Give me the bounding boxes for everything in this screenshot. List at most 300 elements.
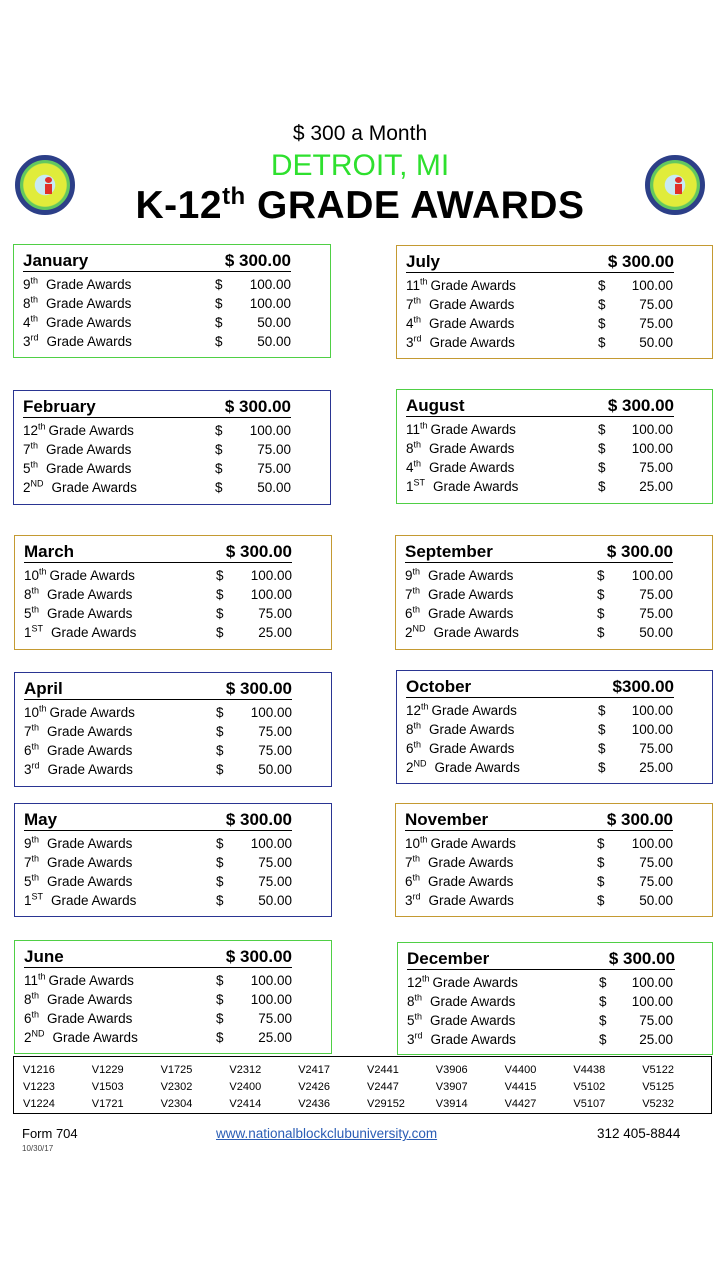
form-number: Form 704 bbox=[22, 1126, 78, 1141]
award-label bbox=[407, 992, 515, 1011]
award-amount: 25.00 bbox=[639, 760, 673, 775]
grade-suffix: ND bbox=[412, 623, 426, 634]
award-label bbox=[405, 604, 513, 623]
block-club-logo-icon bbox=[15, 155, 75, 215]
award-label bbox=[406, 739, 514, 758]
award-row bbox=[406, 420, 703, 439]
code-cell: V1503 bbox=[91, 1081, 124, 1093]
grade-number: 10 bbox=[24, 568, 40, 583]
subtitle: $ 300 a Month bbox=[292, 122, 428, 145]
grade-suffix: ST bbox=[31, 891, 44, 902]
code-cell: V3907 bbox=[435, 1081, 468, 1093]
award-row bbox=[24, 1009, 322, 1028]
award-label bbox=[24, 703, 135, 722]
month-total: $ 300.00 bbox=[607, 252, 674, 271]
grade-suffix: rd bbox=[414, 1030, 423, 1041]
award-text: Grade Awards bbox=[432, 975, 518, 990]
code-cell: V2426 bbox=[298, 1081, 330, 1093]
dollar-sign: $ bbox=[598, 460, 606, 475]
award-row bbox=[406, 333, 703, 352]
month-header bbox=[406, 677, 674, 698]
grade-suffix: th bbox=[412, 853, 421, 864]
award-row bbox=[23, 421, 321, 440]
code-cell: V2436 bbox=[298, 1098, 330, 1110]
award-row bbox=[406, 276, 703, 295]
grade-suffix: th bbox=[31, 585, 40, 596]
code-cell: V1725 bbox=[160, 1064, 193, 1076]
grade-number: 2 bbox=[406, 760, 414, 775]
award-text: Grade Awards bbox=[428, 587, 514, 602]
award-text: Grade Awards bbox=[430, 278, 516, 293]
grade-suffix: th bbox=[413, 439, 422, 450]
month-card-june bbox=[14, 940, 332, 1054]
grade-suffix: rd bbox=[30, 332, 39, 343]
award-row bbox=[406, 720, 703, 739]
award-text: Grade Awards bbox=[430, 422, 516, 437]
code-cell: V2304 bbox=[160, 1098, 193, 1110]
award-label bbox=[23, 459, 131, 478]
award-amount: 25.00 bbox=[639, 479, 673, 494]
award-label bbox=[24, 722, 132, 741]
award-row bbox=[406, 314, 703, 333]
grade-number: 2 bbox=[24, 1030, 32, 1045]
code-cell: V4438 bbox=[573, 1064, 606, 1076]
award-text: Grade Awards bbox=[431, 703, 517, 718]
grade-number: 3 bbox=[406, 335, 414, 350]
month-card-july bbox=[396, 245, 713, 359]
award-text: Grade Awards bbox=[429, 460, 515, 475]
award-row bbox=[24, 872, 322, 891]
dollar-sign: $ bbox=[215, 480, 223, 495]
award-text: Grade Awards bbox=[429, 297, 515, 312]
award-label bbox=[24, 566, 135, 585]
month-card-april bbox=[14, 672, 332, 787]
award-row bbox=[23, 313, 321, 332]
award-label bbox=[407, 973, 518, 992]
award-amount: 100.00 bbox=[631, 994, 673, 1009]
month-header bbox=[23, 251, 291, 272]
month-header bbox=[24, 542, 292, 563]
award-label bbox=[406, 439, 514, 458]
code-cell: V1216 bbox=[23, 1064, 55, 1076]
award-text: Grade Awards bbox=[433, 625, 519, 640]
grade-number: 1 bbox=[24, 625, 32, 640]
award-text: Grade Awards bbox=[46, 334, 132, 349]
award-row bbox=[405, 853, 703, 872]
award-amount: 75.00 bbox=[639, 855, 673, 870]
award-label bbox=[406, 333, 515, 352]
award-label bbox=[23, 332, 132, 351]
grade-suffix: th bbox=[38, 971, 46, 982]
award-amount: 75.00 bbox=[257, 442, 291, 457]
dollar-sign: $ bbox=[215, 334, 223, 349]
grade-suffix: th bbox=[39, 566, 47, 577]
dollar-sign: $ bbox=[598, 722, 606, 737]
grade-number: 3 bbox=[23, 334, 31, 349]
month-name: August bbox=[406, 396, 465, 415]
award-label bbox=[407, 1030, 516, 1049]
award-label bbox=[24, 623, 136, 642]
award-text: Grade Awards bbox=[48, 423, 134, 438]
award-amount: 75.00 bbox=[258, 855, 292, 870]
code-cell: V3914 bbox=[435, 1098, 468, 1110]
dollar-sign: $ bbox=[215, 315, 223, 330]
month-name: July bbox=[406, 252, 441, 271]
grade-suffix: th bbox=[30, 459, 39, 470]
award-amount: 100.00 bbox=[249, 423, 291, 438]
award-text: Grade Awards bbox=[429, 741, 515, 756]
code-cell: V5122 bbox=[642, 1064, 674, 1076]
dollar-sign: $ bbox=[216, 836, 224, 851]
grade-number: 7 bbox=[406, 297, 414, 312]
grade-suffix: th bbox=[30, 313, 39, 324]
award-text: Grade Awards bbox=[430, 1032, 516, 1047]
grade-number: 11 bbox=[406, 278, 421, 293]
award-label bbox=[405, 872, 513, 891]
grade-number: 4 bbox=[23, 315, 31, 330]
award-label bbox=[24, 585, 132, 604]
award-amount: 75.00 bbox=[639, 1013, 673, 1028]
grade-number: 12 bbox=[407, 975, 423, 990]
phone-number: 312 405-8844 bbox=[597, 1126, 681, 1141]
award-row bbox=[24, 741, 322, 760]
award-label bbox=[23, 478, 137, 497]
dollar-sign: $ bbox=[215, 296, 223, 311]
award-label bbox=[405, 834, 516, 853]
grade-number: 5 bbox=[407, 1013, 415, 1028]
award-text: Grade Awards bbox=[428, 874, 514, 889]
award-label bbox=[406, 758, 520, 777]
grade-suffix: rd bbox=[413, 333, 422, 344]
dollar-sign: $ bbox=[216, 606, 224, 621]
award-row bbox=[24, 566, 322, 585]
award-text: Grade Awards bbox=[47, 855, 133, 870]
grade-suffix: th bbox=[413, 314, 422, 325]
grade-number: 12 bbox=[406, 703, 422, 718]
grade-number: 7 bbox=[405, 855, 413, 870]
month-total: $ 300.00 bbox=[606, 542, 673, 561]
award-text: Grade Awards bbox=[47, 836, 133, 851]
award-amount: 100.00 bbox=[631, 422, 673, 437]
month-card-may bbox=[14, 803, 332, 917]
award-label bbox=[23, 440, 131, 459]
grade-suffix: th bbox=[31, 604, 40, 615]
grade-number: 4 bbox=[406, 460, 414, 475]
form-date: 10/30/17 bbox=[22, 1144, 54, 1153]
award-label bbox=[405, 566, 513, 585]
award-text: Grade Awards bbox=[46, 315, 132, 330]
award-amount: 100.00 bbox=[250, 992, 292, 1007]
month-name: May bbox=[24, 810, 58, 829]
month-card-february bbox=[13, 390, 331, 505]
dollar-sign: $ bbox=[598, 316, 606, 331]
award-label bbox=[405, 623, 519, 642]
page-title: K-12th GRADE AWARDS bbox=[135, 183, 585, 227]
award-label bbox=[405, 853, 513, 872]
award-text: Grade Awards bbox=[47, 587, 133, 602]
award-row bbox=[405, 585, 703, 604]
grade-suffix: th bbox=[31, 741, 40, 752]
grade-suffix: th bbox=[412, 585, 421, 596]
award-label bbox=[406, 701, 517, 720]
award-amount: 50.00 bbox=[639, 625, 673, 640]
award-amount: 100.00 bbox=[250, 973, 292, 988]
month-header bbox=[405, 810, 673, 831]
award-text: Grade Awards bbox=[428, 568, 514, 583]
grade-suffix: th bbox=[38, 421, 46, 432]
grade-number: 9 bbox=[23, 277, 31, 292]
award-label bbox=[24, 891, 136, 910]
grade-number: 8 bbox=[24, 587, 32, 602]
grade-suffix: th bbox=[413, 458, 422, 469]
dollar-sign: $ bbox=[216, 724, 224, 739]
award-label bbox=[24, 990, 132, 1009]
dollar-sign: $ bbox=[215, 461, 223, 476]
award-amount: 75.00 bbox=[639, 741, 673, 756]
award-text: Grade Awards bbox=[430, 1013, 516, 1028]
grade-number: 8 bbox=[406, 441, 414, 456]
grade-suffix: th bbox=[422, 973, 430, 984]
code-cell: V2441 bbox=[367, 1064, 399, 1076]
grade-suffix: ND bbox=[413, 758, 427, 769]
grade-suffix: th bbox=[420, 834, 428, 845]
award-text: Grade Awards bbox=[430, 836, 516, 851]
dollar-sign: $ bbox=[598, 297, 606, 312]
month-total: $ 300.00 bbox=[225, 810, 292, 829]
grade-number: 10 bbox=[24, 705, 40, 720]
award-row bbox=[405, 604, 703, 623]
grade-suffix: th bbox=[414, 1011, 423, 1022]
dollar-sign: $ bbox=[215, 277, 223, 292]
grade-suffix: th bbox=[30, 275, 39, 286]
dollar-sign: $ bbox=[598, 335, 606, 350]
dollar-sign: $ bbox=[597, 606, 605, 621]
code-cell: V2302 bbox=[160, 1081, 193, 1093]
dollar-sign: $ bbox=[216, 973, 224, 988]
grade-suffix: ST bbox=[413, 477, 426, 488]
grade-number: 10 bbox=[405, 836, 421, 851]
award-label bbox=[24, 760, 133, 779]
grade-suffix: th bbox=[39, 703, 47, 714]
award-row bbox=[23, 459, 321, 478]
award-amount: 50.00 bbox=[257, 480, 291, 495]
code-cell: V5125 bbox=[642, 1081, 674, 1093]
award-text: Grade Awards bbox=[433, 479, 519, 494]
code-cell: V1224 bbox=[23, 1098, 55, 1110]
award-amount: 75.00 bbox=[258, 606, 292, 621]
code-cell: V1229 bbox=[91, 1064, 124, 1076]
award-label bbox=[405, 585, 513, 604]
award-amount: 100.00 bbox=[250, 836, 292, 851]
award-amount: 50.00 bbox=[639, 893, 673, 908]
award-text: Grade Awards bbox=[47, 606, 133, 621]
award-amount: 50.00 bbox=[257, 334, 291, 349]
grade-suffix: th bbox=[414, 992, 423, 1003]
dollar-sign: $ bbox=[216, 762, 224, 777]
award-label bbox=[23, 294, 131, 313]
award-amount: 50.00 bbox=[639, 335, 673, 350]
dollar-sign: $ bbox=[216, 855, 224, 870]
month-total: $ 300.00 bbox=[225, 542, 292, 561]
award-row bbox=[23, 478, 321, 497]
grade-number: 7 bbox=[23, 442, 31, 457]
award-text: Grade Awards bbox=[47, 762, 133, 777]
award-amount: 100.00 bbox=[250, 587, 292, 602]
grade-number: 9 bbox=[405, 568, 413, 583]
code-cell: V2312 bbox=[229, 1064, 262, 1076]
dollar-sign: $ bbox=[598, 441, 606, 456]
award-text: Grade Awards bbox=[428, 855, 514, 870]
award-amount: 75.00 bbox=[639, 460, 673, 475]
code-cell: V2447 bbox=[367, 1081, 399, 1093]
award-amount: 100.00 bbox=[249, 277, 291, 292]
code-cell: V4427 bbox=[504, 1098, 537, 1110]
month-header bbox=[24, 810, 292, 831]
month-name: November bbox=[405, 810, 489, 829]
award-label bbox=[23, 313, 131, 332]
award-text: Grade Awards bbox=[49, 568, 135, 583]
award-row bbox=[407, 1030, 703, 1049]
grade-suffix: th bbox=[421, 701, 429, 712]
grade-number: 6 bbox=[24, 1011, 32, 1026]
grade-number: 6 bbox=[24, 743, 32, 758]
award-row bbox=[405, 834, 703, 853]
award-label bbox=[23, 421, 134, 440]
award-amount: 100.00 bbox=[631, 278, 673, 293]
award-amount: 75.00 bbox=[258, 743, 292, 758]
award-amount: 75.00 bbox=[258, 1011, 292, 1026]
grade-suffix: th bbox=[31, 834, 40, 845]
grade-number: 3 bbox=[405, 893, 413, 908]
award-label bbox=[24, 1009, 132, 1028]
grade-number: 6 bbox=[405, 606, 413, 621]
award-label bbox=[24, 853, 132, 872]
grade-number: 7 bbox=[405, 587, 413, 602]
dollar-sign: $ bbox=[215, 442, 223, 457]
award-amount: 100.00 bbox=[250, 568, 292, 583]
award-amount: 100.00 bbox=[631, 568, 673, 583]
block-club-logo-icon bbox=[645, 155, 705, 215]
month-name: February bbox=[23, 397, 96, 416]
dollar-sign: $ bbox=[599, 1032, 607, 1047]
grade-suffix: th bbox=[31, 722, 40, 733]
dollar-sign: $ bbox=[216, 587, 224, 602]
grade-number: 8 bbox=[406, 722, 414, 737]
award-row bbox=[406, 739, 703, 758]
grade-number: 7 bbox=[24, 724, 32, 739]
month-total: $ 300.00 bbox=[607, 396, 674, 415]
award-amount: 75.00 bbox=[639, 297, 673, 312]
award-amount: 25.00 bbox=[258, 1030, 292, 1045]
grade-suffix: th bbox=[413, 720, 422, 731]
award-amount: 25.00 bbox=[258, 625, 292, 640]
month-card-august bbox=[396, 389, 713, 504]
code-cell: V29152 bbox=[367, 1098, 405, 1110]
grade-number: 2 bbox=[23, 480, 31, 495]
award-row bbox=[407, 1011, 703, 1030]
dollar-sign: $ bbox=[216, 893, 224, 908]
award-amount: 100.00 bbox=[631, 703, 673, 718]
award-amount: 75.00 bbox=[258, 724, 292, 739]
award-text: Grade Awards bbox=[429, 441, 515, 456]
award-row bbox=[24, 971, 322, 990]
award-label bbox=[406, 420, 516, 439]
award-label bbox=[24, 1028, 138, 1047]
award-label bbox=[407, 1011, 515, 1030]
code-cell: V5232 bbox=[642, 1098, 674, 1110]
grade-number: 5 bbox=[24, 606, 32, 621]
award-label bbox=[24, 872, 132, 891]
award-row bbox=[406, 439, 703, 458]
code-cell: V5102 bbox=[573, 1081, 606, 1093]
grade-number: 3 bbox=[24, 762, 32, 777]
award-label bbox=[23, 275, 131, 294]
website-link[interactable]: www.nationalblockclubuniversity.com bbox=[216, 1126, 438, 1141]
dollar-sign: $ bbox=[598, 422, 606, 437]
code-cell: V2414 bbox=[229, 1098, 262, 1110]
award-text: Grade Awards bbox=[49, 705, 135, 720]
award-amount: 75.00 bbox=[639, 874, 673, 889]
award-row bbox=[23, 275, 321, 294]
code-cell: V1223 bbox=[23, 1081, 55, 1093]
dollar-sign: $ bbox=[216, 625, 224, 640]
award-text: Grade Awards bbox=[46, 442, 132, 457]
award-amount: 75.00 bbox=[639, 316, 673, 331]
award-row bbox=[405, 872, 703, 891]
grade-suffix: th bbox=[412, 872, 421, 883]
month-name: September bbox=[405, 542, 493, 561]
award-row bbox=[405, 891, 703, 910]
award-text: Grade Awards bbox=[428, 893, 514, 908]
dollar-sign: $ bbox=[597, 568, 605, 583]
dollar-sign: $ bbox=[599, 975, 607, 990]
award-label bbox=[24, 604, 132, 623]
award-text: Grade Awards bbox=[48, 973, 134, 988]
dollar-sign: $ bbox=[598, 760, 606, 775]
award-label bbox=[406, 477, 518, 496]
award-text: Grade Awards bbox=[51, 625, 137, 640]
month-header bbox=[23, 397, 291, 418]
code-cell: V3906 bbox=[435, 1064, 468, 1076]
grade-number: 5 bbox=[23, 461, 31, 476]
month-total: $ 300.00 bbox=[224, 397, 291, 416]
award-row bbox=[406, 758, 703, 777]
grade-suffix: th bbox=[30, 294, 39, 305]
grade-number: 1 bbox=[24, 893, 32, 908]
grade-number: 7 bbox=[24, 855, 32, 870]
award-amount: 100.00 bbox=[631, 975, 673, 990]
grade-suffix: th bbox=[31, 872, 40, 883]
grade-number: 6 bbox=[405, 874, 413, 889]
dollar-sign: $ bbox=[216, 1011, 224, 1026]
grade-suffix: ST bbox=[31, 623, 44, 634]
grade-number: 3 bbox=[407, 1032, 415, 1047]
grade-suffix: ND bbox=[30, 478, 44, 489]
award-amount: 100.00 bbox=[631, 722, 673, 737]
city-heading: DETROIT, MI bbox=[270, 149, 450, 182]
dollar-sign: $ bbox=[216, 1030, 224, 1045]
award-amount: 75.00 bbox=[258, 874, 292, 889]
award-text: Grade Awards bbox=[47, 874, 133, 889]
month-name: December bbox=[407, 949, 490, 968]
award-amount: 100.00 bbox=[250, 705, 292, 720]
award-amount: 100.00 bbox=[631, 836, 673, 851]
award-text: Grade Awards bbox=[434, 760, 520, 775]
month-total: $300.00 bbox=[612, 677, 674, 696]
award-text: Grade Awards bbox=[47, 992, 133, 1007]
month-card-october bbox=[396, 670, 713, 784]
award-amount: 50.00 bbox=[258, 893, 292, 908]
